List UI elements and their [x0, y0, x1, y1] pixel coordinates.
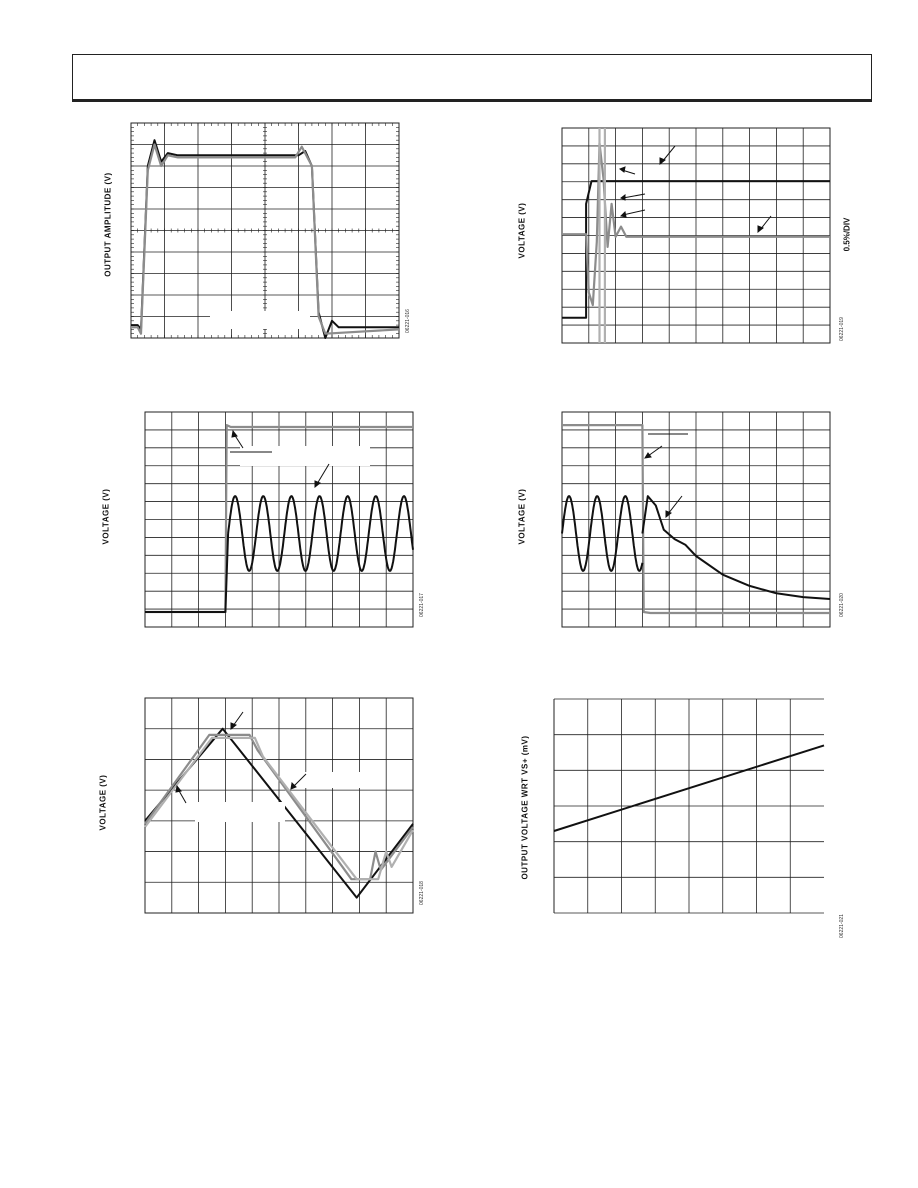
- figure-6-chart: [500, 685, 860, 955]
- figure-2: [510, 118, 860, 348]
- figure-3-chart: [100, 404, 430, 634]
- figure-5-id: 06221-018: [419, 881, 425, 905]
- figure-1-chart: [100, 118, 430, 348]
- figure-4-y-axis-label: VOLTAGE (V): [517, 488, 527, 545]
- figure-3-y-axis-label: VOLTAGE (V): [101, 488, 111, 545]
- figure-6: [500, 685, 860, 955]
- figure-5-chart: [100, 690, 430, 930]
- figure-2-scale-label: 0.5%/DIV: [842, 217, 852, 252]
- figure-2-y-axis-label: VOLTAGE (V): [517, 202, 527, 259]
- figure-5-label-mask-left: [195, 802, 285, 822]
- series-2-line: [228, 496, 413, 571]
- series-1-line: [562, 496, 642, 571]
- figure-1-y-axis-label: OUTPUT AMPLITUDE (V): [103, 172, 113, 277]
- figure-6-y-axis-label: OUTPUT VOLTAGE WRT VS+ (mV): [520, 735, 530, 880]
- figure-3: [100, 404, 430, 634]
- figure-6-id: 06221-021: [839, 914, 845, 938]
- page-header-rule: [72, 54, 872, 102]
- figure-2-id: 06221-019: [839, 317, 845, 341]
- figure-5-label-mask-right: [300, 772, 360, 788]
- figure-1-label-mask: [210, 311, 310, 329]
- figure-3-label-mask: [240, 446, 370, 466]
- figure-1: [100, 118, 430, 348]
- figure-2-chart: [510, 118, 860, 348]
- figure-5: [100, 690, 430, 930]
- figure-5-y-axis-label: VOLTAGE (V): [98, 774, 108, 831]
- figure-4-annotation-arrows: [645, 446, 682, 517]
- figure-4: [510, 404, 860, 634]
- figure-4-id: 06221-020: [839, 593, 845, 617]
- figure-3-id: 06221-017: [419, 593, 425, 617]
- figure-4-chart: [510, 404, 860, 634]
- series-1-line: [145, 534, 228, 613]
- figure-1-id: 06221-016: [405, 309, 411, 333]
